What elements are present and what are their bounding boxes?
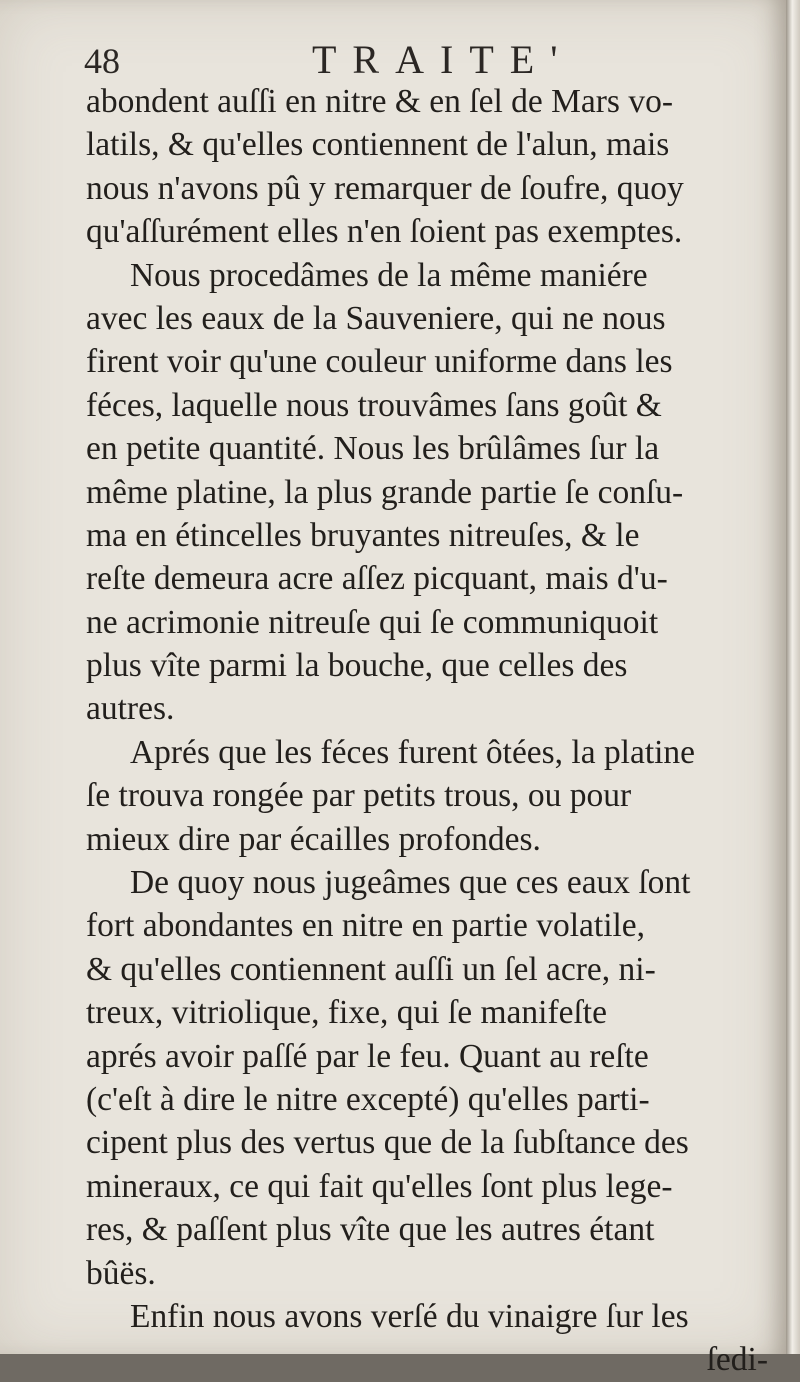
- body-text: [86, 80, 776, 1382]
- paragraph-first-line: Aprés que les féces furent ôtées, la platine: [130, 733, 696, 771]
- text-line: féces, laquelle nous trouvâmes ſans goût &: [86, 386, 662, 424]
- paragraph-first-line: Nous procedâmes de la même maniére: [130, 256, 648, 294]
- text-line: (c'eſt à dire le nitre excepté) qu'elles parti-: [86, 1080, 650, 1118]
- text-line: treux, vitriolique, fixe, qui ſe manifeſte: [86, 994, 607, 1032]
- text-line: res, & paſſent plus vîte que les autres étant: [86, 1211, 655, 1249]
- text-line: ſe trouva rongée par petits trous, ou pour: [86, 777, 632, 815]
- text-line: autres.: [86, 690, 175, 728]
- text-line: & qu'elles contiennent auſſi un ſel acre, ni-: [86, 950, 656, 988]
- text-line: avec les eaux de la Sauveniere, qui ne nous: [86, 299, 666, 337]
- text-line: ne acrimonie nitreuſe qui ſe communiquoit: [86, 603, 659, 641]
- text-line: abondent auſſi en nitre & en ſel de Mars vo-: [86, 83, 674, 120]
- text-line: firent voir qu'une couleur uniforme dans les: [86, 343, 673, 381]
- text-line: ma en étincelles bruyantes nitreuſes, & le: [86, 516, 640, 554]
- running-head: TRAITE': [312, 37, 574, 82]
- page-edge: [786, 0, 800, 1354]
- text-line: cipent plus des vertus que de la ſubſtance des: [86, 1124, 689, 1162]
- text-line: qu'aſſurément elles n'en ſoient pas exemptes.: [86, 213, 683, 251]
- paragraph-first-line: Enfin nous avons verſé du vinaigre ſur les: [130, 1297, 689, 1335]
- text-line: aprés avoir paſſé par le feu. Quant au reſte: [86, 1037, 649, 1075]
- text-line: plus vîte parmi la bouche, que celles des: [86, 647, 628, 685]
- text-line: bûës.: [86, 1254, 156, 1292]
- text-line: en petite quantité. Nous les brûlâmes ſur la: [86, 430, 660, 468]
- paragraph-first-line: De quoy nous jugeâmes que ces eaux ſont: [130, 864, 691, 902]
- text-line: reſte demeura acre aſſez picquant, mais d'u-: [86, 560, 668, 598]
- text-line: même platine, la plus grande partie ſe conſu-: [86, 473, 684, 511]
- text-line: latils, & qu'elles contiennent de l'alun, mais: [86, 126, 670, 164]
- text-line: mineraux, ce qui fait qu'elles ſont plus lege-: [86, 1167, 673, 1205]
- page-number: 48: [84, 41, 120, 81]
- text-line: mieux dire par écailles profondes.: [86, 820, 541, 858]
- catchword: ſedi-: [706, 1341, 768, 1379]
- text-line: fort abondantes en nitre en partie volatile,: [86, 907, 646, 945]
- text-line: nous n'avons pû y remarquer de ſoufre, quoy: [86, 169, 684, 207]
